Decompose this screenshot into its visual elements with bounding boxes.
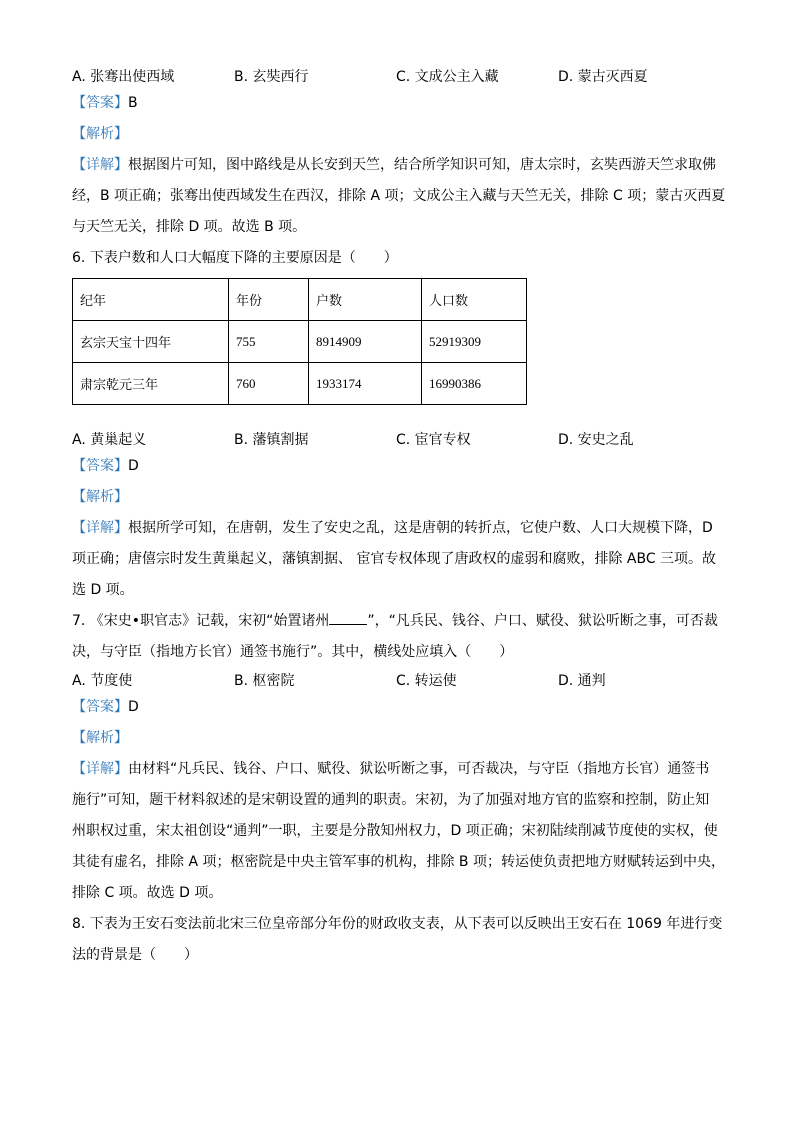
table-cell: 755 <box>229 321 309 363</box>
table-cell: 16990386 <box>422 363 527 405</box>
q8-stem-line: 法的背景是（ ） <box>72 947 198 963</box>
q7-stem-line1 <box>72 606 722 637</box>
detail-line: 与天竺无关，排除 D 项。故选 B 项。 <box>72 219 307 235</box>
table-cell: 8914909 <box>309 321 422 363</box>
answer-value: B <box>128 95 138 111</box>
detail-tag: 【详解】 <box>72 761 128 777</box>
table-header-cell: 纪年 <box>73 279 229 321</box>
q5-option-a: A. 张骞出使西域 <box>72 69 175 85</box>
detail-line: 经，B 项正确；张骞出使西域发生在西汉，排除 A 项；文成公主入藏与天竺无关，排除 C 项；蒙古灭西夏 <box>72 188 726 204</box>
q5-option-b: B. 玄奘西行 <box>234 69 309 85</box>
table-row <box>73 321 527 363</box>
q6-option-b: B. 藩镇割据 <box>234 432 309 448</box>
answer-tag: 【答案】 <box>72 95 128 111</box>
detail-line: 其徒有虚名，排除 A 项；枢密院是中央主管军事的机构，排除 B 项；转运使负责把地方财赋转运到中央， <box>72 854 725 870</box>
answer-value: D <box>128 458 139 474</box>
q7-option-b: B. 枢密院 <box>234 673 295 689</box>
detail-tag: 【详解】 <box>72 157 128 173</box>
q5-option-d: D. 蒙古灭西夏 <box>558 69 648 85</box>
analysis-tag: 【解析】 <box>72 489 128 505</box>
table-row <box>73 363 527 405</box>
q8-stem-line: 8. 下表为王安石变法前北宋三位皇帝部分年份的财政收支表，从下表可以反映出王安石在 1069 年进行变 <box>72 916 723 932</box>
q6-analysis <box>72 482 722 513</box>
q5-answer <box>72 88 722 119</box>
q6-table <box>72 278 527 405</box>
detail-line: 选 D 项。 <box>72 582 134 598</box>
q7-options <box>72 668 722 692</box>
detail-line: 项正确；唐僖宗时发生黄巢起义，藩镇割据、 宦官专权体现了唐政权的虚弱和腐败，排除 ABC 三项。故 <box>72 551 717 567</box>
detail-line: 由材料“凡兵民、钱谷、户口、赋役、狱讼听断之事，可否裁决，与守臣（指地方长官）通签书 <box>128 761 710 777</box>
detail-line: 根据图片可知，图中路线是从长安到天竺，结合所学知识可知，唐太宗时，玄奘西游天竺求取佛 <box>128 157 716 173</box>
detail-line: 州职权过重，宋太祖创设“通判”一职，主要是分散知州权力，D 项正确；宋初陆续削减节度使的实权，使 <box>72 823 718 839</box>
answer-value: D <box>128 699 139 715</box>
detail-line: 施行”可知，题干材料叙述的是宋朝设置的通判的职责。宋初，为了加强对地方官的监察和控制，防止知 <box>72 792 710 808</box>
table-cell: 1933174 <box>309 363 422 405</box>
analysis-tag: 【解析】 <box>72 126 128 142</box>
q7-answer <box>72 692 722 723</box>
q7-analysis <box>72 723 722 754</box>
table-header-cell: 户数 <box>309 279 422 321</box>
detail-line: 根据所学可知，在唐朝，发生了安史之乱，这是唐朝的转折点，它使户数、人口大规模下降，D <box>128 520 713 536</box>
q6-answer <box>72 451 722 482</box>
q6-option-a: A. 黄巢起义 <box>72 432 147 448</box>
q5-detail <box>72 150 726 243</box>
q5-analysis <box>72 119 722 150</box>
q6-stem: 6. 下表户数和人口大幅度下降的主要原因是（ ） <box>72 250 398 266</box>
q5-options <box>72 64 722 88</box>
q8-stem <box>72 909 722 971</box>
q7-stem-after: ”，“凡兵民、钱谷、户口、赋役、狱讼听断之事，可否裁 <box>367 613 718 629</box>
table-cell: 760 <box>229 363 309 405</box>
q6-option-c: C. 宦官专权 <box>396 432 471 448</box>
table-header-cell: 人口数 <box>422 279 527 321</box>
table-cell: 52919309 <box>422 321 527 363</box>
analysis-tag: 【解析】 <box>72 730 128 746</box>
q6-detail <box>72 513 722 606</box>
q7-stem-before: 7. 《宋史•职官志》记载，宋初“始置诸州 <box>72 613 330 629</box>
page-content <box>72 64 726 971</box>
q6-option-d: D. 安史之乱 <box>558 432 634 448</box>
q5-option-c: C. 文成公主入藏 <box>396 69 499 85</box>
q7-detail <box>72 754 725 909</box>
q6-options <box>72 427 722 451</box>
table-header-cell: 年份 <box>229 279 309 321</box>
q7-option-d: D. 通判 <box>558 673 606 689</box>
table-cell: 玄宗天宝十四年 <box>73 321 229 363</box>
fill-blank <box>329 610 367 625</box>
table-cell: 肃宗乾元三年 <box>73 363 229 405</box>
q7-option-a: A. 节度使 <box>72 673 133 689</box>
detail-line: 排除 C 项。故选 D 项。 <box>72 885 223 901</box>
table-header-row <box>73 279 527 321</box>
q7-stem-line2: 决，与守臣（指地方长官）通签书施行”。其中，横线处应填入（ ） <box>72 644 514 660</box>
answer-tag: 【答案】 <box>72 699 128 715</box>
answer-tag: 【答案】 <box>72 458 128 474</box>
q7-option-c: C. 转运使 <box>396 673 457 689</box>
detail-tag: 【详解】 <box>72 520 128 536</box>
